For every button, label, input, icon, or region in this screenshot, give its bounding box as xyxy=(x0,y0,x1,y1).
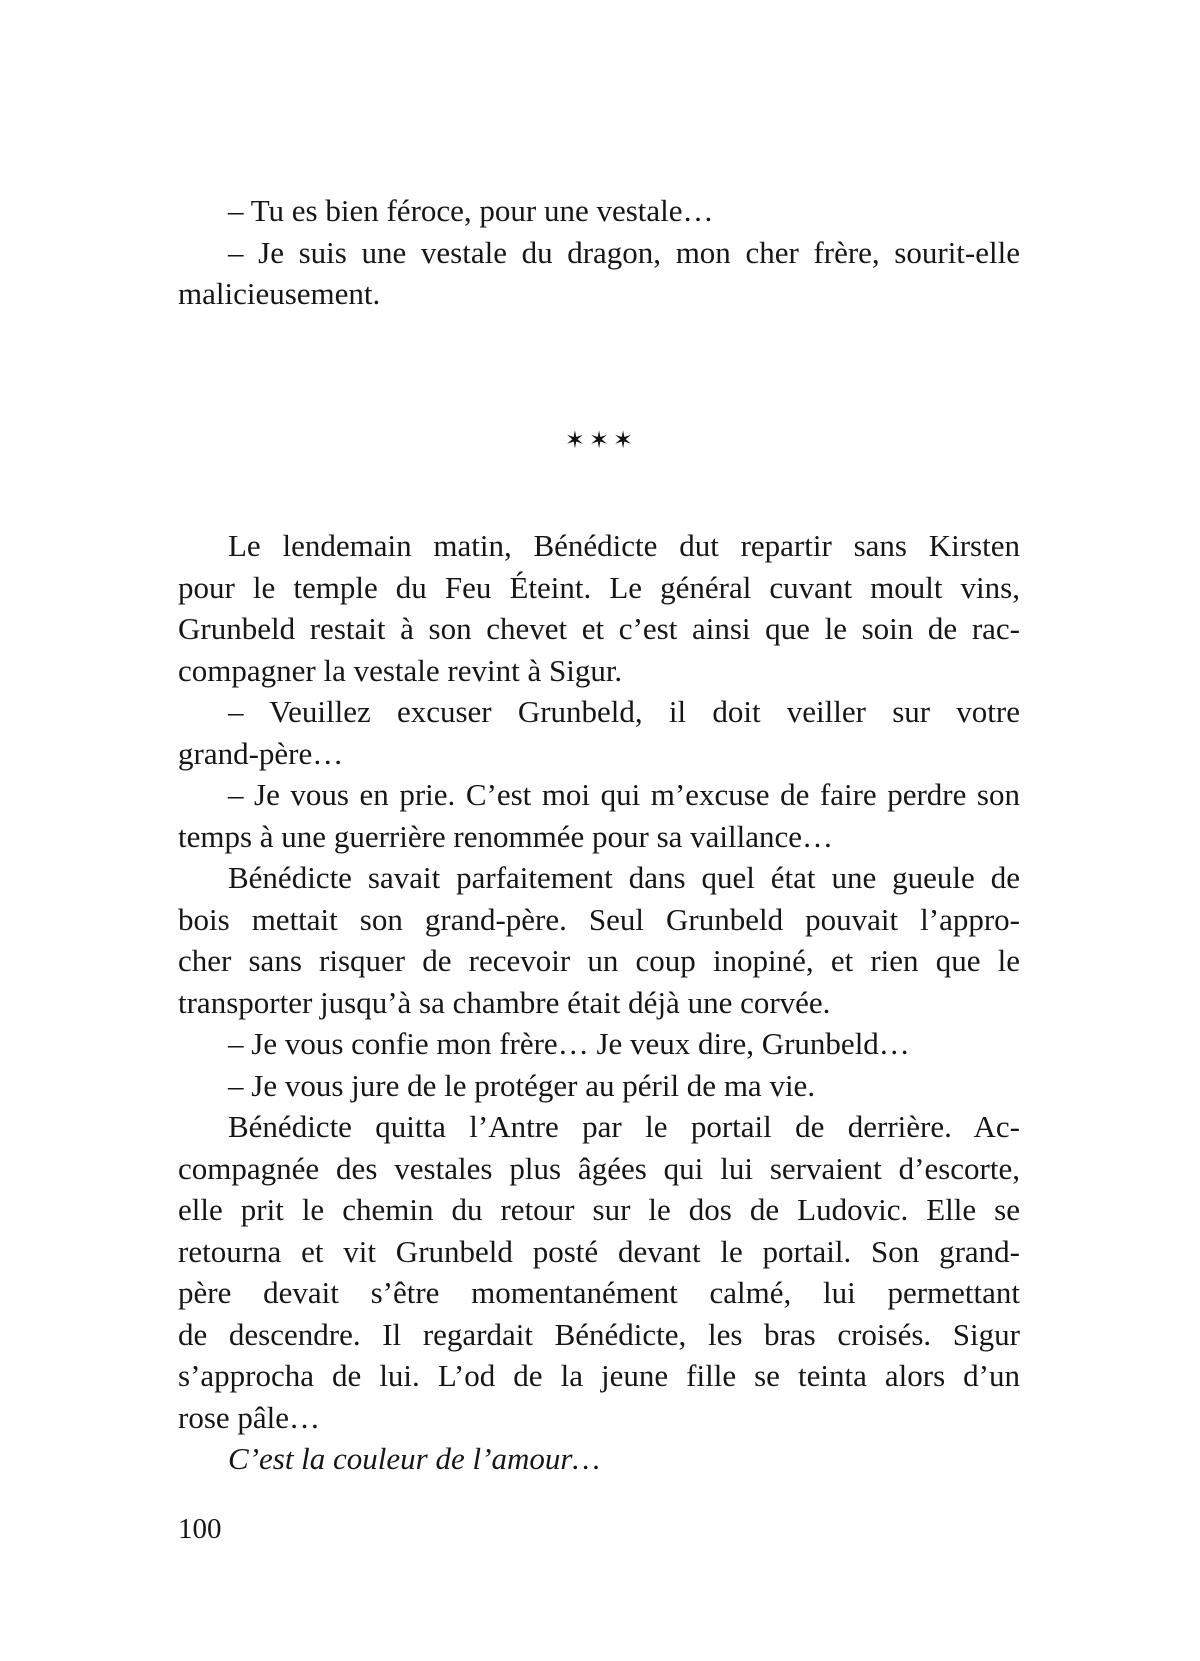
text-line: compagner la vestale revint à Sigur. xyxy=(178,652,623,688)
text-line: Bénédicte savait parfaitement dans quel état une gueule de xyxy=(228,860,1020,895)
text-line: malicieusement. xyxy=(178,276,381,311)
text-line: de descendre. Il regardait Bénédicte, les bras croisés. Sigur xyxy=(178,1316,1020,1352)
dialogue-paragraph xyxy=(178,232,1020,315)
text-line: Bénédicte quitta l’Antre par le portail de derrière. Ac- xyxy=(228,1109,1020,1144)
text-line: cher sans risquer de recevoir un coup inopiné, et rien que le xyxy=(178,943,1020,978)
text-line: – Tu es bien féroce, pour une vestale… xyxy=(228,193,714,228)
text-line: père devait s’être momentanément calmé, lui permettant xyxy=(178,1275,1020,1310)
text-line: temps à une guerrière renommée pour sa vaillance… xyxy=(178,818,834,854)
text-line: – Je vous jure de le protéger au péril de ma vie. xyxy=(228,1067,816,1103)
text-line: – Je suis une vestale du dragon, mon cher frère, sourit-elle xyxy=(228,234,1020,270)
text-line: pour le temple du Feu Éteint. Le général cuvant moult vins, xyxy=(178,569,1020,605)
text-line: C’est la couleur de l’amour… xyxy=(228,1441,600,1476)
text-column xyxy=(178,190,1020,1480)
text-line: – Veuillez excuser Grunbeld, il doit veiller sur votre xyxy=(228,694,1020,729)
inner-thought-paragraph xyxy=(178,1438,1020,1480)
text-line: s’approcha de lui. L’od de la jeune fille se teinta alors d’un xyxy=(178,1358,1020,1393)
page-number: 100 xyxy=(178,1513,222,1545)
text-line: compagnée des vestales plus âgées qui lui servaient d’escorte, xyxy=(178,1150,1020,1186)
text-line: Grunbeld restait à son chevet et c’est ainsi que le soin de rac- xyxy=(178,611,1020,646)
text-line: retourna et vit Grunbeld posté devant le portail. Son grand- xyxy=(178,1233,1020,1269)
dialogue-paragraph xyxy=(178,1023,1020,1065)
text-line: transporter jusqu’à sa chambre était déjà une corvée. xyxy=(178,984,831,1020)
dialogue-paragraph xyxy=(178,691,1020,774)
paragraph xyxy=(178,857,1020,1023)
text-line: bois mettait son grand-père. Seul Grunbeld pouvait l’appro- xyxy=(178,901,1020,937)
dialogue-paragraph xyxy=(178,190,1020,232)
text-line: Le lendemain matin, Bénédicte dut repartir sans Kirsten xyxy=(228,528,1020,563)
dialogue-paragraph xyxy=(178,1065,1020,1107)
paragraph xyxy=(178,1106,1020,1438)
text-line: elle prit le chemin du retour sur le dos de Ludovic. Elle se xyxy=(178,1192,1020,1227)
text-line: – Je vous en prie. C’est moi qui m’excuse de faire perdre son xyxy=(228,777,1020,812)
paragraph xyxy=(178,525,1020,691)
scene-break-stars: ✶✶✶ xyxy=(564,425,638,454)
text-line: grand-père… xyxy=(178,735,344,771)
text-line: rose pâle… xyxy=(178,1399,321,1435)
text-line: – Je vous confie mon frère… Je veux dire, Grunbeld… xyxy=(228,1026,910,1061)
dialogue-paragraph xyxy=(178,774,1020,857)
